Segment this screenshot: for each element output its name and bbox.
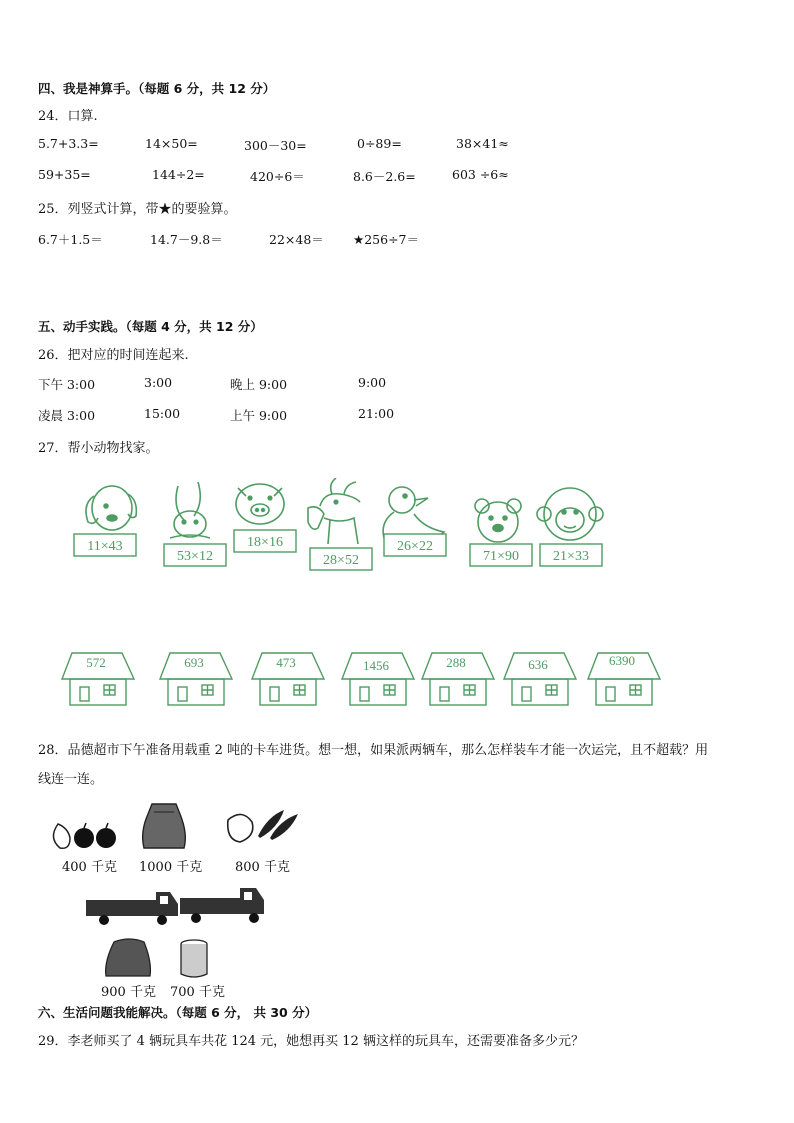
question-28-label-line2: 线连一连。 xyxy=(38,772,104,787)
q26-row-2 xyxy=(38,406,758,426)
q24-item: 5.7+3.3= xyxy=(38,136,99,151)
loading-figure xyxy=(44,800,314,1002)
animal-expr: 21×33 xyxy=(553,549,589,564)
houses-figure xyxy=(58,643,668,709)
bag-icon xyxy=(106,939,151,976)
animal-expr: 18×16 xyxy=(247,535,283,550)
question-24-label: 24．口算. xyxy=(38,109,98,124)
q26-item: 3:00 xyxy=(144,375,173,390)
rabbit-icon xyxy=(170,482,210,538)
q26-item: 上午 9:00 xyxy=(230,408,288,423)
sack-icon xyxy=(143,804,186,848)
house-number: 288 xyxy=(446,655,466,670)
goat-icon xyxy=(308,478,360,544)
bag-weight: 900 千克 xyxy=(101,985,156,1000)
q26-item: 21:00 xyxy=(358,406,395,421)
q26-item: 9:00 xyxy=(358,375,387,390)
q25-item: ★256÷7＝ xyxy=(353,232,419,247)
q25-item: 6.7＋1.5＝ xyxy=(38,232,103,247)
bear-icon xyxy=(475,499,521,542)
vegetables-icon xyxy=(228,810,298,842)
house-number: 693 xyxy=(184,655,204,670)
q25-row xyxy=(38,230,758,250)
q24-item: 144÷2= xyxy=(152,167,205,182)
q24-item: 59+35= xyxy=(38,167,91,182)
question-26-label: 26．把对应的时间连起来. xyxy=(38,348,189,363)
question-27-label: 27．帮小动物找家。 xyxy=(38,441,159,456)
q26-item: 15:00 xyxy=(144,406,181,421)
animal-expr: 28×52 xyxy=(323,553,359,568)
animal-expr: 71×90 xyxy=(483,549,519,564)
animals-figure xyxy=(60,478,620,578)
pig-icon xyxy=(236,484,284,524)
section-5-title: 五、动手实践。（每题 4 分，共 12 分） xyxy=(38,319,263,334)
vegetables-weight: 800 千克 xyxy=(235,860,290,875)
dog-icon xyxy=(86,486,136,530)
section-4-title: 四、我是神算手。（每题 6 分，共 12 分） xyxy=(38,81,276,96)
q24-item: 420÷6＝ xyxy=(250,169,305,184)
q24-item: 0÷89= xyxy=(357,136,402,151)
house-number: 6390 xyxy=(609,653,635,668)
q26-row-1 xyxy=(38,375,758,395)
truck-icon xyxy=(180,888,264,923)
question-28-label-line1: 28．品德超市下午准备用载重 2 吨的卡车进货。想一想，如果派两辆车，那么怎样装车才能一次运完，且不超载？用 xyxy=(38,743,709,758)
q24-item: 38×41≈ xyxy=(456,136,509,151)
q24-row-2 xyxy=(38,167,758,187)
q26-item: 凌晨 3:00 xyxy=(38,408,96,423)
q26-item: 下午 3:00 xyxy=(38,377,96,392)
q24-item: 603 ÷6≈ xyxy=(452,167,509,182)
bucket-icon xyxy=(181,940,207,977)
q26-item: 晚上 9:00 xyxy=(230,377,288,392)
house-number: 572 xyxy=(86,655,106,670)
animal-expr: 11×43 xyxy=(87,539,123,554)
monkey-icon xyxy=(537,488,603,540)
truck-icon xyxy=(86,892,178,925)
animal-expr: 53×12 xyxy=(177,549,213,564)
fruit-icon xyxy=(53,823,116,848)
house-number: 1456 xyxy=(363,658,389,673)
q25-item: 22×48＝ xyxy=(269,232,324,247)
house-number: 636 xyxy=(528,657,548,672)
q24-item: 300－30= xyxy=(244,138,307,153)
fruit-weight: 400 千克 xyxy=(62,860,117,875)
bucket-weight: 700 千克 xyxy=(170,985,225,1000)
q24-item: 14×50= xyxy=(145,136,198,151)
q24-row-1 xyxy=(38,136,758,156)
sack-weight: 1000 千克 xyxy=(139,860,203,875)
q25-item: 14.7－9.8＝ xyxy=(150,232,223,247)
question-29-label: 29．李老师买了 4 辆玩具车共花 124 元，她想再买 12 辆这样的玩具车，还需要准备多少元？ xyxy=(38,1034,584,1049)
house-number: 473 xyxy=(276,655,296,670)
q24-item: 8.6－2.6= xyxy=(353,169,416,184)
question-25-label: 25．列竖式计算，带★的要验算。 xyxy=(38,202,237,217)
section-6-title: 六、生活问题我能解决。（每题 6 分， 共 30 分） xyxy=(38,1005,318,1020)
animal-expr: 26×22 xyxy=(397,539,433,554)
